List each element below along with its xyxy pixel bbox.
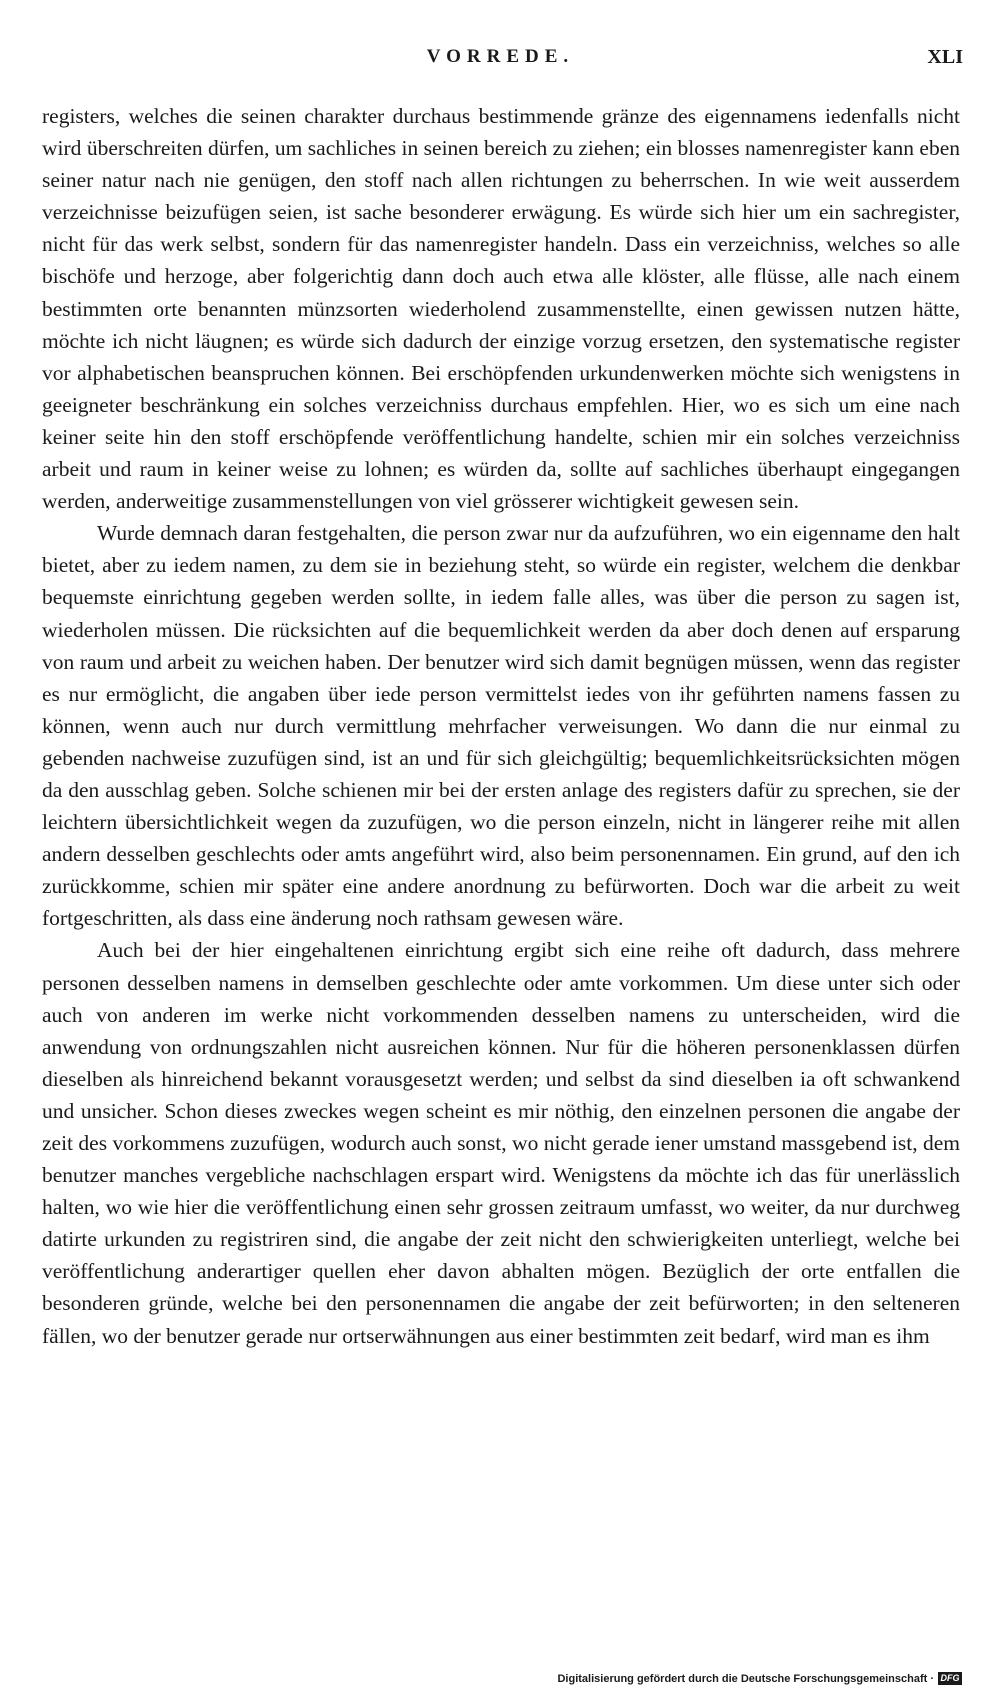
- paragraph-1: registers, welches die seinen charakter durchaus bestimmende gränze des eigennamens iedenfalls nicht wird überschreiten dürfen, um sachliches in seinen bereich zu ziehen; ein blosses namenregister kann eben seiner natur nach nie genügen, den stoff nach allen richtungen zu beherrschen. In wie weit ausserdem verzeichnisse beizufügen seien, ist sache besonderer erwägung. Es würde sich hier um ein sachregister, nicht für das werk selbst, sondern für das namenregister handeln. Dass ein verzeichniss, welches so alle bischöfe und herzoge, aber folgerichtig dann doch auch etwa alle klöster, alle flüsse, alle nach einem bestimmten orte benannten münzsorten wiederholend zusammenstellte, einen gewissen nutzen hätte, möchte ich nicht läugnen; es würde sich dadurch der einzige vorzug ersetzen, den systematische register vor alphabetischen beanspruchen können. Bei erschöpfenden urkundenwerken möchte sich wenigstens in geeigneter beschränkung ein solches verzeichniss durchaus empfehlen. Hier, wo es sich um eine nach keiner seite hin den stoff erschöpfende veröffentlichung handelte, schien mir ein solches verzeichniss arbeit und raum in keiner weise zu lohnen; es würden da, sollte auf sachliches überhaupt eingegangen werden, anderweitige zusammenstellungen von viel grösserer wichtigkeit gewesen sein.: [42, 104, 960, 514]
- digitization-footer: [557, 1672, 962, 1685]
- body-text: [42, 100, 960, 1352]
- running-title: VORREDE.: [426, 46, 575, 67]
- page-number: XLI: [927, 46, 963, 68]
- dfg-logo-icon: DFG: [938, 1672, 962, 1685]
- footer-credit: Digitalisierung gefördert durch die Deutsche Forschungsgemeinschaft ·: [557, 1672, 934, 1685]
- paragraph-3: Auch bei der hier eingehaltenen einrichtung ergibt sich eine reihe oft dadurch, dass mehrere personen desselben namens in demselben geschlechte oder amte vorkommen. Um diese unter sich oder auch von anderen im werke nicht vorkommenden desselben namens zu unterscheiden, wird die anwendung von ordnungszahlen nicht ausreichen können. Nur für die höheren personenklassen dürfen dieselben als hinreichend bekannt vorausgesetzt werden; und selbst da sind dieselben ia oft schwankend und unsicher. Schon dieses zweckes wegen scheint es mir nöthig, den einzelnen personen die angabe der zeit des vorkommens zuzufügen, wodurch auch sonst, wo nicht gerade iener umstand massgebend ist, dem benutzer manches vergebliche nachschlagen erspart wird. Wenigstens da möchte ich das für unerlässlich halten, wo wie hier die veröffentlichung einen sehr grossen zeitraum umfasst, wo weiter, da nur durchweg datirte urkunden zu registriren sind, die angabe der zeit nicht den schwierigkeiten unterliegt, welche bei veröffentlichung anderartiger quellen eher davon abhalten mögen. Bezüglich der orte entfallen die besonderen gründe, welche bei den personennamen die angabe der zeit befürworten; in den selteneren fällen, wo der benutzer gerade nur ortserwähnungen aus einer bestimmten zeit bedarf, wird man es ihm: [42, 938, 960, 1348]
- paragraph-2: Wurde demnach daran festgehalten, die person zwar nur da aufzuführen, wo ein eigenname den halt bietet, aber zu iedem namen, zu dem sie in beziehung steht, so würde ein register, welchem die denkbar bequemste einrichtung gegeben werden sollte, in iedem falle alles, was über die person zu sagen ist, wiederholen müssen. Die rücksichten auf die bequemlichkeit werden da aber doch denen auf ersparung von raum und arbeit zu weichen haben. Der benutzer wird sich damit begnügen müssen, wenn das register es nur ermöglicht, die angaben über iede person vermittelst iedes von ihr geführten namens fassen zu können, wenn auch nur durch vermittlung mehrfacher verweisungen. Wo dann die nur einmal zu gebenden nachweise zuzufügen sind, ist an und für sich gleichgültig; bequemlichkeitsrücksichten mögen da den ausschlag geben. Solche schienen mir bei der ersten anlage des registers dafür zu sprechen, sie der leichtern übersichtlichkeit wegen da zuzufügen, wo die person einzeln, nicht in längerer reihe mit allen andern desselben geschlechts oder amts angeführt wird, also beim personennamen. Ein grund, auf den ich zurückkomme, schien mir später eine andere anordnung zu befürworten. Doch war die arbeit zu weit fortgeschritten, als dass eine änderung noch rathsam gewesen wäre.: [42, 521, 960, 931]
- running-head: [38, 46, 963, 76]
